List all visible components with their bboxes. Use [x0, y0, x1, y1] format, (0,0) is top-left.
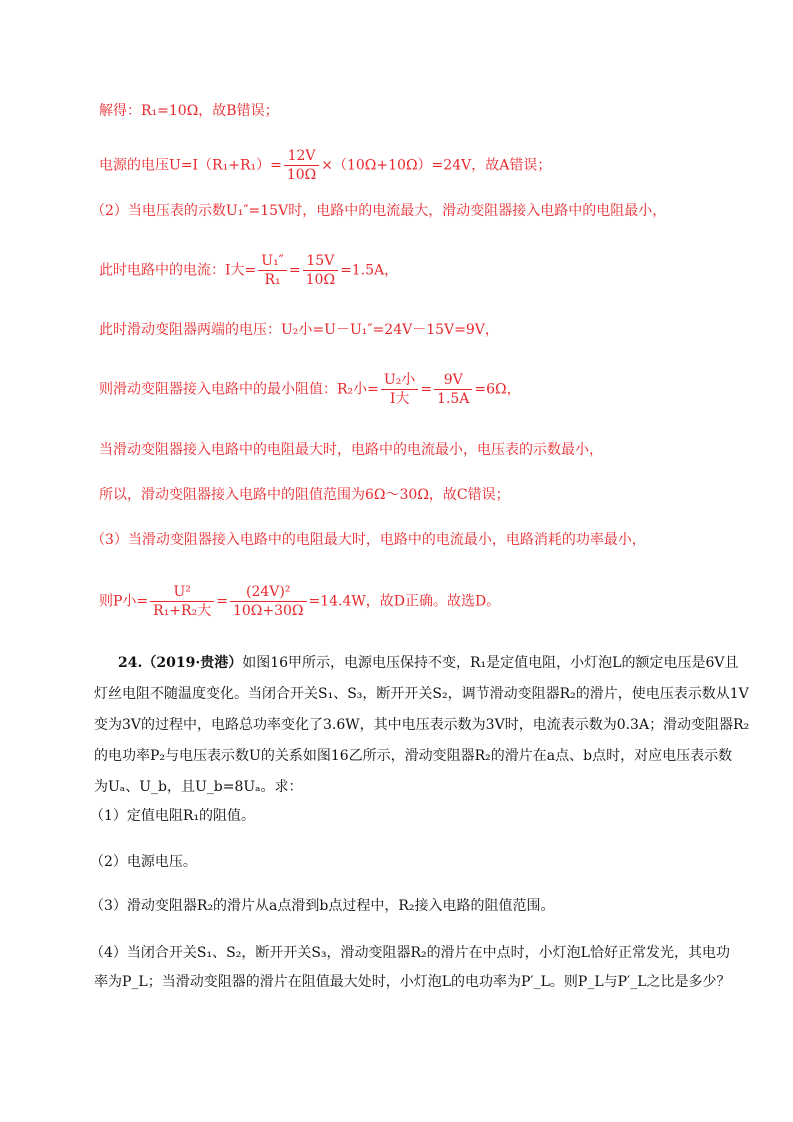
question-3: （3）滑动变阻器R₂的滑片从a点滑到b点过程中，R₂接入电路的阻值范围。 [90, 898, 555, 914]
fraction-12v-10ohm [284, 147, 319, 184]
fraction-denominator: I大 [389, 391, 410, 407]
fraction-numerator: 12V [284, 147, 319, 166]
solution-line-8: 所以，滑动变阻器接入电路中的阻值范围为6Ω～30Ω，故C错误； [99, 487, 510, 503]
solution-line-7: 当滑动变阻器接入电路中的电阻最大时，电路中的电流最小，电压表的示数最小， [99, 442, 603, 458]
equals-sign: = [288, 262, 301, 279]
fraction-denominator: R₁+R₂大 [153, 603, 212, 619]
problem-number: 24. [118, 655, 143, 671]
solution-line-5: 此时滑动变阻器两端的电压：U₂小=U－U₁″=24V－15V=9V， [99, 322, 499, 338]
problem-source: （2019·贵港） [142, 655, 243, 671]
question-4-line-1: （4）当闭合开关S₁、S₂，断开开关S₃，滑动变阻器R₂的滑片在中点时，小灯泡L恰好正常发光，其电功 [90, 945, 730, 961]
fraction-24v-sq-40ohm [230, 583, 307, 620]
fraction-denominator: R₁ [264, 272, 281, 288]
solution-line-6 [99, 371, 521, 408]
problem-line-1 [118, 653, 738, 673]
solution-line-9: （3）当滑动变阻器接入电路中的电阻最大时，电路中的电流最小，电路消耗的功率最小， [91, 532, 646, 548]
fraction-numerator: U₁″ [258, 252, 287, 271]
question-1: （1）定值电阻R₁的阻值。 [90, 808, 256, 824]
min-power-prefix: 则P小= [99, 593, 149, 610]
solution-line-4 [99, 252, 398, 289]
fraction-numerator: U² [150, 583, 214, 602]
min-resistance-prefix: 则滑动变阻器接入电路中的最小阻值：R₂小= [99, 381, 379, 398]
problem-text-1: 如图16甲所示，电源电压保持不变，R₁是定值电阻，小灯泡L的额定电压是6V且 [242, 655, 739, 671]
fraction-numerator: 9V [434, 371, 472, 390]
fraction-9v-1-5a [434, 371, 472, 408]
fraction-u1-r1 [258, 252, 287, 289]
solution-line-10 [99, 583, 500, 620]
solution-line-1: 解得：R₁=10Ω，故B错误； [99, 103, 279, 119]
source-voltage-suffix: ×（10Ω+10Ω）=24V，故A错误； [321, 157, 552, 174]
max-current-suffix: =1.5A， [340, 262, 399, 279]
problem-line-4: 的电功率P₂与电压表示数U的关系如图16乙所示，滑动变阻器R₂的滑片在a点、b点时，对应电压表示数 [94, 748, 733, 764]
problem-line-5: 为Uₐ、U_b，且U_b=8Uₐ。求： [94, 779, 303, 795]
source-voltage-prefix: 电源的电压U=I（R₁+R₁）= [99, 157, 282, 174]
question-2: （2）电源电压。 [90, 854, 197, 870]
solution-line-3: （2）当电压表的示数U₁″=15V时，电路中的电流最大，滑动变阻器接入电路中的电阻最小， [91, 203, 667, 219]
question-4-line-2: 率为P_L；当滑动变阻器的滑片在阻值最大处时，小灯泡L的电功率为P′_L。则P_L与P′_L之比是多少？ [94, 974, 731, 990]
fraction-denominator: 1.5A [437, 391, 470, 407]
fraction-u2-r-sum [150, 583, 214, 620]
fraction-15v-10ohm [303, 252, 338, 289]
fraction-numerator: U₂小 [381, 371, 418, 390]
fraction-denominator: 10Ω [286, 167, 317, 183]
fraction-denominator: 10Ω [305, 272, 336, 288]
fraction-numerator: (24V)² [230, 583, 307, 602]
min-power-suffix: =14.4W，故D正确。故选D。 [308, 593, 501, 610]
min-resistance-suffix: =6Ω， [474, 381, 521, 398]
problem-line-3: 变为3V的过程中，电路总功率变化了3.6W，其中电压表示数为3V时，电流表示数为0.3A；滑动变阻器R₂ [94, 717, 750, 733]
fraction-u2-imax [381, 371, 418, 408]
solution-line-2 [99, 147, 551, 184]
equals-sign: = [216, 593, 228, 610]
max-current-prefix: 此时电路中的电流：I大= [99, 262, 257, 279]
equals-sign: = [420, 381, 433, 398]
fraction-numerator: 15V [303, 252, 338, 271]
problem-line-2: 灯丝电阻不随温度变化。当闭合开关S₁、S₃，断开开关S₂，调节滑动变阻器R₂的滑片，使电压表示数从1V [94, 686, 749, 702]
fraction-denominator: 10Ω+30Ω [232, 603, 304, 619]
